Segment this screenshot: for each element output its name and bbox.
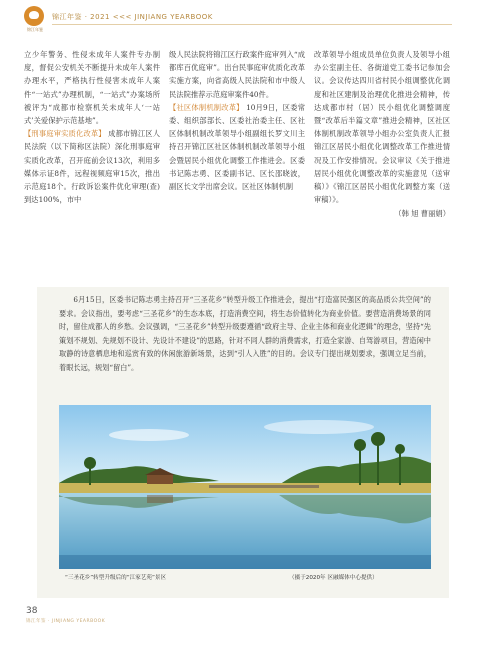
column-2: [169, 48, 305, 193]
column-1: [24, 48, 160, 206]
landscape-illustration: [59, 405, 431, 569]
section-paragraph: [169, 101, 305, 193]
header-divider: [52, 24, 452, 25]
paragraph: 改革领导小组成员单位负责人及领导小组办公室副主任、各街道党工委书记参加会议。会议传达四川省村民小组调整优化调度和社区建制及治理优化推进会精神，传达成都市村（居）民小组优化调整调度暨“改革后半篇文章”推进会精神，区社区体制机制改革领导小组办公室负责人汇报锦江区居民小组优化调整改革工作推进情况及工作安排情况。会议审议《关于推进居民小组优化调整改革的实施意见（送审稿）》《锦江区居民小组优化调整方案（送审稿）》。: [314, 50, 450, 205]
logo-caption: 锦江年鉴: [27, 27, 43, 32]
section-paragraph: [24, 127, 160, 206]
photo-credit: （摄于2020年 区融媒体中心提供）: [289, 575, 378, 581]
section-body: 成都市锦江区人民法院（以下简称区法院）深化刑事庭审实质化改革，召开庭前会议13次，利用多媒体示证8件，远程视频庭审15次，推出示范庭18个。行政诉讼案件优化审理(查)到达100%，市中: [24, 129, 160, 205]
section-title: 【社区体制机制改革】: [169, 102, 244, 112]
running-title: 锦江年鉴 · 2021 <<< JINJIANG YEARBOOK: [52, 13, 213, 21]
author-signature: （韩 旭 曹丽娟）: [394, 209, 450, 219]
yearbook-logo-icon: [24, 6, 44, 26]
footer-brand: 锦江年鉴 · JINJIANG YEARBOOK: [26, 619, 106, 624]
paragraph: 级人民法院将锦江区行政案件庭审列入“成都库百优庭审”。出台民事庭审优质化改革实施方案，向省高级人民法院和市中级人民法院推荐示范庭审案件40件。: [169, 50, 305, 99]
paragraph: 立少年警务、性侵未成年人案件专办制度，督促公安机关不断提升未成年人案件办理水平，严格执行性侵害未成年人案件“一站式”办理机制，“一站式”办案场所被评为“成都市检察机关未成年人‘一站式’关爱保护示范基地”。: [24, 50, 160, 126]
landscape-photo: [59, 405, 431, 569]
section-body: 10月9日，区委常委、组织部部长、区委社治委主任、区社区体制机制改革领导小组副组长罗文川主持召开锦江区社区体制机制改革领导小组会暨居民小组优化调整工作推进会。区委书记陈志勇、区委副书记、区长邵晓波，副区长文学出席会议。区社区体制机制: [169, 102, 306, 192]
page-number: 38: [26, 606, 38, 616]
column-3: [314, 48, 450, 221]
panel-text: 6月15日，区委书记陈志勇主持召开“三圣花乡”转型升级工作推进会，提出“打造富民强区的高品质公共空间”的要求。会议指出，要考虑“三圣花乡”的生态本底，打造消费空间，将生态价值转化为商业价值。要营造消费场景的同时，留住成都人的乡愁。会议强调，“三圣花乡”转型升级要遵循“政府主导、企业主体和商业化逻辑”的理念，坚持“先策划不规划、先规划不设计、先设计不建设”的思路，针对不同人群的消费需求，打造全家游、自驾游项目，营造闲中取静的诗意栖息地和巡赏有致的休闲旅游新场景，达到“引人入胜”的目的。会议专门提出规划要求，强调立足当前，着眼长远，规划“留白”。: [59, 295, 431, 372]
article-columns: [24, 48, 450, 266]
photo-caption: “三圣花乡”转型升级后的“江家艺苑”景区: [65, 575, 167, 581]
page-header: [24, 6, 464, 36]
feature-panel: [37, 287, 449, 598]
section-title: 【刑事庭审实质化改革】: [24, 129, 106, 139]
